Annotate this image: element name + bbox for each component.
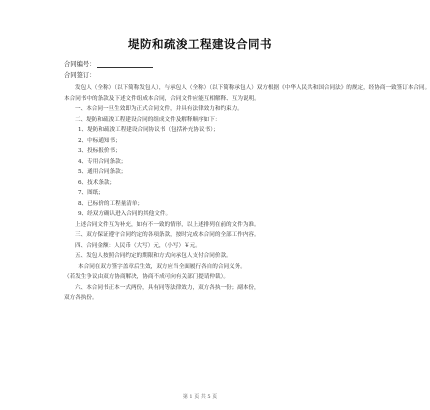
paragraph: 1、堤防和疏浚工程建设合同协议书（包括补充协议书）； <box>78 127 219 133</box>
paragraph: 7、图纸； <box>78 190 104 196</box>
paragraph: 六、本合同书正本一式两份，具有同等法律效力，双方各执一份；副本份， <box>75 284 260 291</box>
contract-number-line <box>97 60 153 68</box>
page-number: 第 1 页 共 5 页 <box>182 394 218 400</box>
paragraph: 二、堤防和疏浚工程建设合同的组成文件及解释顺序如下： <box>75 116 221 123</box>
paragraph: 本合同书中的条款及下述文件组成本合同，合同文件应能互相解释、互为说明。 <box>64 95 260 102</box>
paragraph: 三、双方保证遵守合同约定的各项条款，按时完成本合同的全部工作内容。 <box>75 232 260 238</box>
contract-number-label: 合同编号： <box>64 61 96 68</box>
paragraph: 上述合同文件互为补充，如有不一致的情形，以上述排列在前的文件为准。 <box>75 221 260 228</box>
document-title: 堤防和疏浚工程建设合同书 <box>128 37 272 51</box>
paragraph: 五、发包人按照合同约定的期限和方式向承包人支付合同价款。 <box>75 253 232 259</box>
document-body <box>64 83 430 304</box>
contract-signing-row <box>64 70 95 79</box>
paragraph: 6、技术条款； <box>78 179 116 186</box>
paragraph: 4、专用合同条款； <box>78 158 127 165</box>
paragraph: 发包人（全称）（以下简称发包人），与承包人（全称）（以下简称承包人）双方根据《中华人民共和国合同法》的规定，经协商一致签订本合同。 <box>75 85 430 91</box>
paragraph: （若发生争议由双方协商解决，协商不成可向有关部门提请仲裁）。 <box>64 274 230 280</box>
paragraph: 8、已标价的工程量清单； <box>78 200 144 207</box>
paragraph: 3、投标报价书； <box>78 148 121 154</box>
paragraph: 9、经双方确认进入合同的其他文件。 <box>78 211 172 217</box>
paragraph: 一、本合同一旦生效即为正式合同文件，并具有法律效力和约束力。 <box>75 106 243 112</box>
paragraph: 双方各执份。 <box>64 295 98 301</box>
paragraph: 本合同在双方签字盖章后生效，双方应当全面履行各自的合同义务。 <box>78 263 246 270</box>
paragraph: 5、通用合同条款； <box>78 169 127 175</box>
contract-signing-label: 合同签订： <box>64 72 96 79</box>
paragraph: 四、合同金额：人民币（大写）元，（小写）￥元。 <box>75 242 201 249</box>
paragraph: 2、中标通知书； <box>78 137 121 144</box>
contract-number-row <box>64 59 153 68</box>
